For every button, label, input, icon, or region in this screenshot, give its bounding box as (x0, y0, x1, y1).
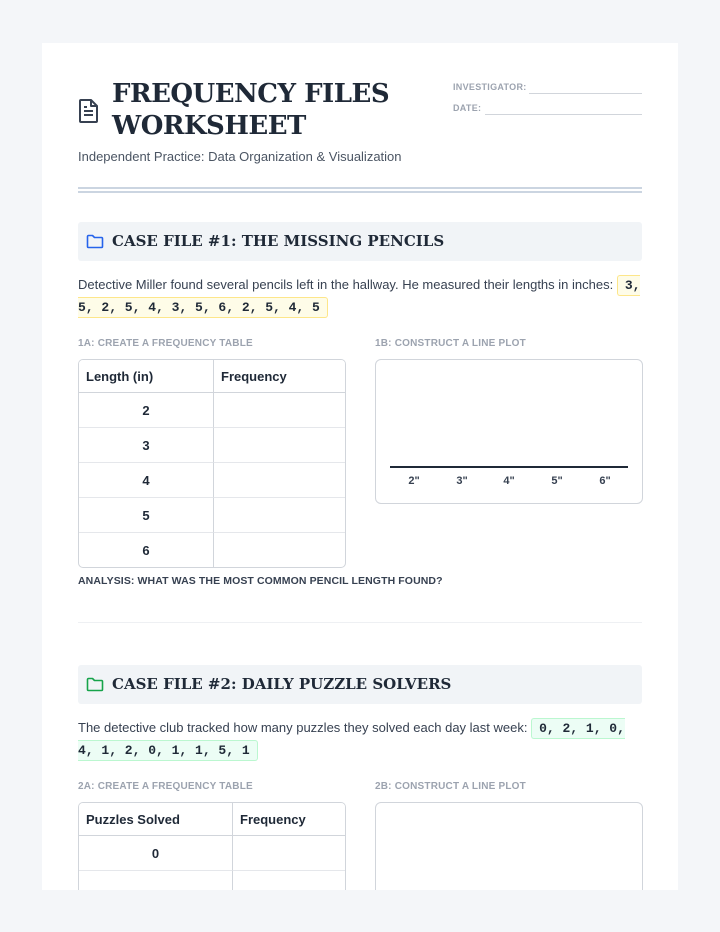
case2-line-plot[interactable] (375, 802, 643, 890)
worksheet-header (78, 76, 642, 166)
date-field[interactable] (453, 100, 642, 121)
document-icon (78, 98, 100, 124)
table-row (79, 533, 345, 567)
case2-plot-label: 2B: CONSTRUCT A LINE PLOT (375, 781, 526, 792)
frequency-cell[interactable] (214, 393, 345, 428)
number-line (390, 466, 628, 468)
case1-title: CASE FILE #1: THE MISSING PENCILS (112, 232, 445, 250)
page-title: FREQUENCY FILES WORKSHEET (112, 79, 390, 141)
date-line[interactable] (485, 114, 642, 115)
case2-banner (78, 665, 642, 704)
frequency-cell[interactable] (214, 498, 345, 533)
worksheet-page (42, 43, 678, 890)
date-label: DATE: (453, 103, 482, 113)
case2-description (78, 717, 642, 761)
case1-table-label: 1A: CREATE A FREQUENCY TABLE (78, 338, 253, 349)
length-cell: 5 (79, 498, 214, 533)
section-divider (78, 622, 642, 623)
case2-description-text: The detective club tracked how many puzzles they solved each day last week: (78, 720, 528, 735)
case1-frequency-table (78, 359, 346, 568)
frequency-cell[interactable] (214, 533, 345, 567)
length-cell: 4 (79, 463, 214, 498)
table-row (79, 871, 345, 890)
folder-icon (86, 234, 104, 249)
case1-banner (78, 222, 642, 261)
case2-header-puzzles: Puzzles Solved (79, 803, 233, 836)
frequency-cell[interactable] (214, 428, 345, 463)
header-rule (78, 187, 642, 193)
table-row (79, 498, 345, 533)
meta-fields (453, 79, 642, 121)
folder-icon (86, 677, 104, 692)
case2-header-frequency: Frequency (233, 803, 345, 836)
case1-data: 3, 5, 2, 5, 4, 3, 5, 6, 2, 5, 4, 5 (78, 275, 640, 318)
case2-frequency-table (78, 802, 346, 890)
puzzles-cell: 0 (79, 836, 233, 871)
puzzles-cell (79, 871, 233, 890)
length-cell: 6 (79, 533, 214, 567)
investigator-label: INVESTIGATOR: (453, 82, 527, 92)
case2-table-label: 2A: CREATE A FREQUENCY TABLE (78, 781, 253, 792)
tick-label: 2" (408, 475, 420, 487)
frequency-cell[interactable] (214, 463, 345, 498)
tick-label: 4" (503, 475, 515, 487)
table-row (79, 393, 345, 428)
case1-header-frequency: Frequency (214, 360, 345, 393)
length-cell: 2 (79, 393, 214, 428)
investigator-field[interactable] (453, 79, 642, 100)
case1-analysis-question: ANALYSIS: WHAT WAS THE MOST COMMON PENCIL LENGTH FOUND? (78, 575, 443, 587)
case1-line-plot[interactable] (375, 359, 643, 504)
case1-header-length: Length (in) (79, 360, 214, 393)
case2-data: 0, 2, 1, 0, 4, 1, 2, 0, 1, 1, 5, 1 (78, 718, 625, 761)
tick-label: 6" (599, 475, 611, 487)
case1-plot-label: 1B: CONSTRUCT A LINE PLOT (375, 338, 526, 349)
case1-description (78, 274, 642, 318)
table-row (79, 428, 345, 463)
case2-title: CASE FILE #2: DAILY PUZZLE SOLVERS (112, 675, 452, 693)
table-row (79, 463, 345, 498)
frequency-cell[interactable] (233, 836, 345, 871)
frequency-cell[interactable] (233, 871, 345, 890)
table-row (79, 836, 345, 871)
tick-label: 5" (551, 475, 563, 487)
page-subtitle: Independent Practice: Data Organization & Visualization (78, 149, 402, 164)
investigator-line[interactable] (529, 93, 642, 94)
length-cell: 3 (79, 428, 214, 463)
tick-label: 3" (456, 475, 468, 487)
case1-description-text: Detective Miller found several pencils left in the hallway. He measured their lengths in inches: (78, 277, 614, 292)
